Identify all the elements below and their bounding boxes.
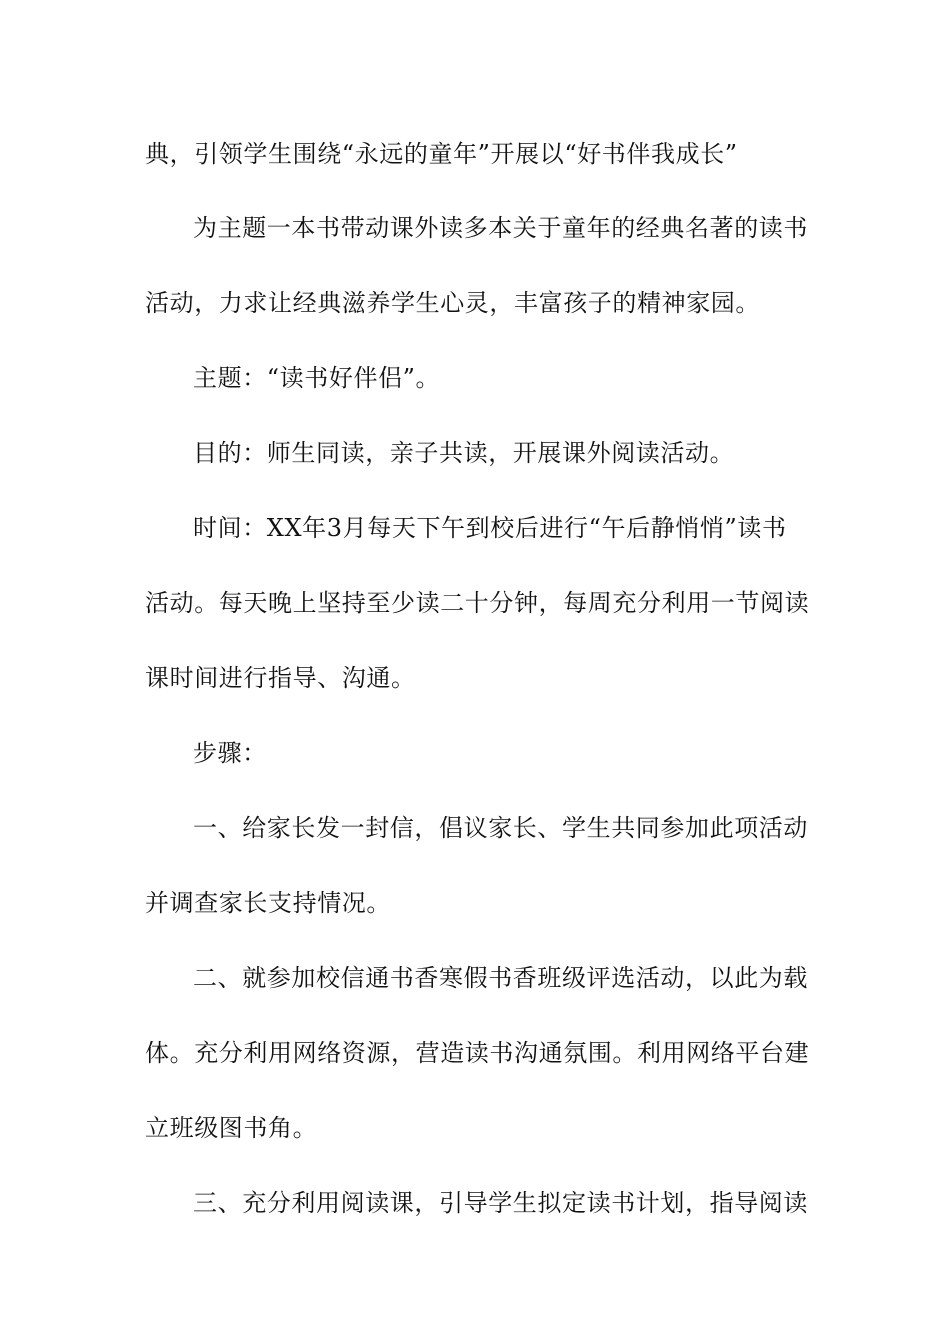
text-line: 步骤： xyxy=(193,739,267,767)
text-line: 活动，力求让经典滋养学生心灵，丰富孩子的精神家园。 xyxy=(145,289,760,317)
text-line: 时间：XX年3月每天下午到校后进行“午后静悄悄”读书 xyxy=(193,514,787,542)
text-line: 典，引领学生围绕“永远的童年”开展以“好书伴我成长” xyxy=(145,140,738,168)
text-line: 目的：师生同读，亲子共读，开展课外阅读活动。 xyxy=(193,439,735,467)
text-line: 立班级图书角。 xyxy=(145,1114,318,1142)
text-line: 活动。每天晚上坚持至少读二十分钟，每周充分利用一节阅读 xyxy=(145,589,810,617)
text-line: 体。充分利用网络资源，营造读书沟通氛围。利用网络平台建 xyxy=(145,1039,810,1067)
text-line: 三、充分利用阅读课，引导学生拟定读书计划，指导阅读 xyxy=(193,1189,808,1217)
text-line: 课时间进行指导、沟通。 xyxy=(145,664,416,692)
text-line: 一、给家长发一封信，倡议家长、学生共同参加此项活动 xyxy=(193,814,808,842)
text-line: 主题：“读书好伴侣”。 xyxy=(193,364,441,392)
text-line: 二、就参加校信通书香寒假书香班级评选活动，以此为载 xyxy=(193,964,808,992)
text-line: 并调查家长支持情况。 xyxy=(145,889,391,917)
text-line: 为主题一本书带动课外读多本关于童年的经典名著的读书 xyxy=(193,214,808,242)
